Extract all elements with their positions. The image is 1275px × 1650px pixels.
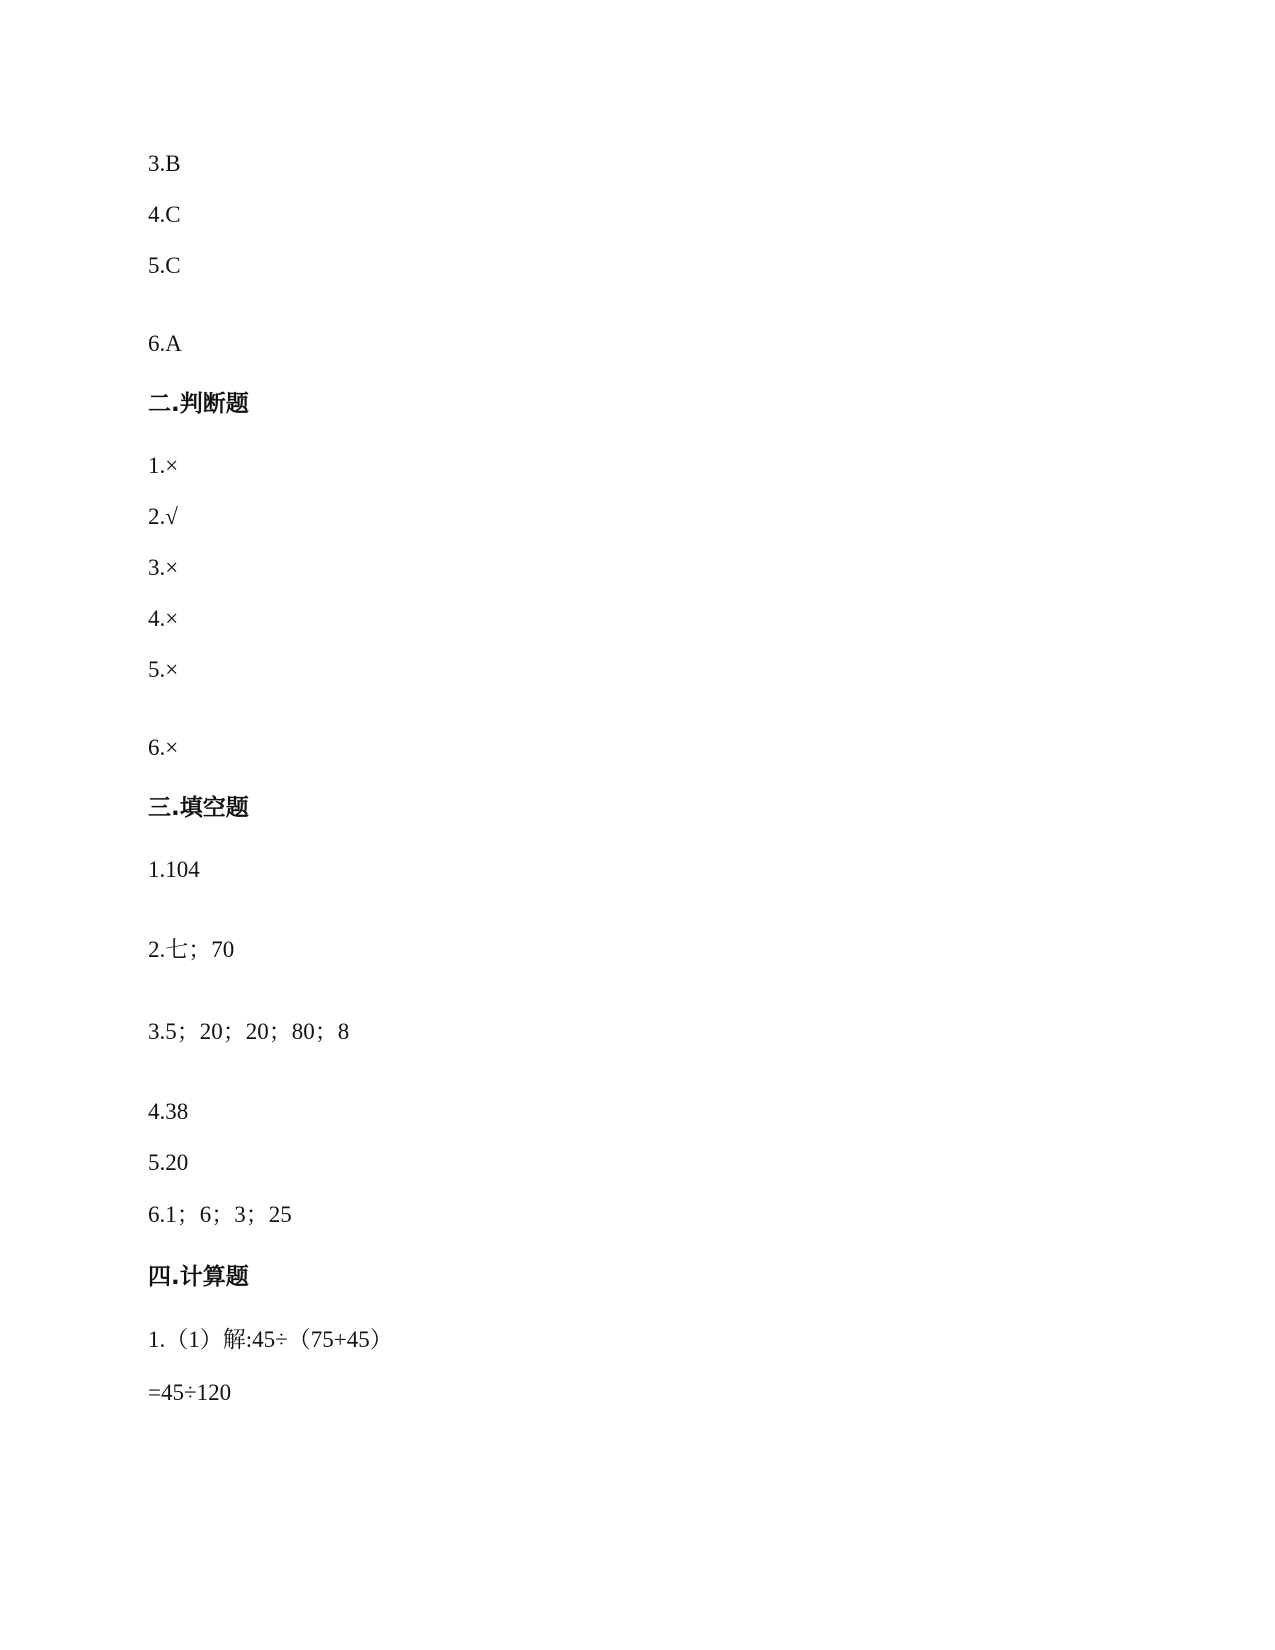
answer-line: 4.38 [148,1099,189,1124]
answer-line: 3.× [148,555,179,580]
answer-line: 3.B [148,151,181,176]
section-heading: 三.填空题 [148,795,249,821]
answer-line: 6.A [148,331,182,356]
answer-line: 4.× [148,606,179,631]
calculation-line: 1.（1）解:45÷（75+45） [148,1327,393,1352]
section-heading: 二.判断题 [148,391,249,417]
answer-line: 5.× [148,657,179,682]
answer-line: 5.C [148,253,181,278]
answer-line: 6.× [148,735,179,760]
answer-line: 2.七；70 [148,937,235,962]
answer-line: 6.1；6；3；25 [148,1202,292,1227]
answer-line: 1.104 [148,857,200,882]
calculation-line: =45÷120 [148,1380,232,1405]
answer-line: 5.20 [148,1150,189,1175]
section-heading: 四.计算题 [148,1264,249,1290]
answer-line: 2.√ [148,504,178,529]
answer-line: 3.5；20；20；80；8 [148,1019,350,1044]
answer-line: 4.C [148,202,181,227]
answer-line: 1.× [148,453,179,478]
